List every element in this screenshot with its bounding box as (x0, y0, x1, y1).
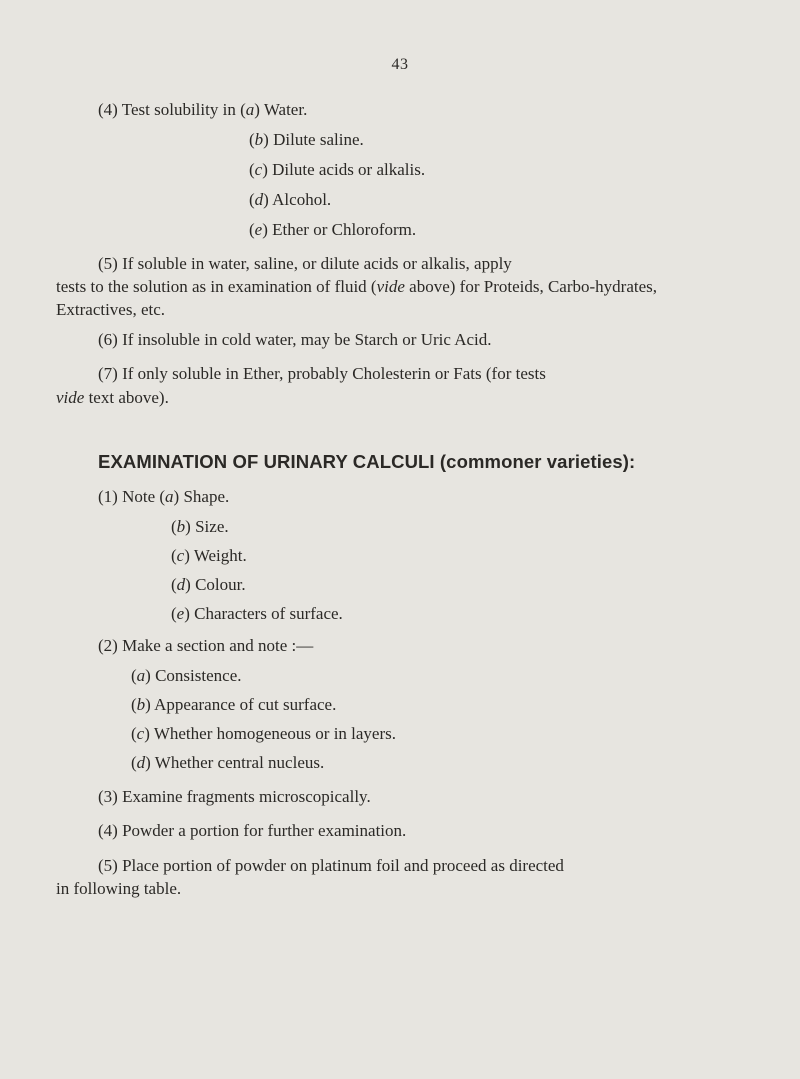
solubility-sub-item: (e) Ether or Chloroform. (249, 220, 417, 239)
sub-letter: d (136, 753, 146, 772)
sub-letter: c (254, 160, 263, 179)
sub-text: Weight. (193, 546, 247, 565)
solubility-item-5-cont (56, 275, 716, 321)
calculi-sub-item: (b) Appearance of cut surface. (131, 695, 337, 714)
calculi-sub-item: (c) Weight. (171, 546, 247, 565)
sub-letter: d (254, 190, 264, 209)
calculi-sub-item: (d) Colour. (171, 575, 246, 594)
vide-italic: vide (376, 277, 405, 296)
calculi-sub-item: (e) Characters of surface. (171, 604, 343, 623)
sub-text: Dilute acids or alkalis. (272, 160, 426, 179)
sub-letter: c (176, 546, 185, 565)
sub-text: Water. (263, 100, 308, 119)
solubility-sub-item: (b) Dilute saline. (249, 130, 364, 149)
calculi-item-2: (2) Make a section and note :— (98, 636, 314, 655)
sub-text: Dilute saline. (273, 130, 364, 149)
sub-text: Shape. (183, 487, 230, 506)
sub-letter: a (245, 100, 255, 119)
sub-text: Ether or Chloroform. (272, 220, 417, 239)
solubility-item-7: (7) If only soluble in Ether, probably Cholesterin or Fats (for tests (98, 364, 546, 383)
sub-letter: b (254, 130, 264, 149)
paragraph-lead: (5) If soluble in water, saline, or dilute acids or alkalis, apply (98, 254, 512, 273)
calculi-item-1-line: (1) Note (a) Shape. (98, 487, 230, 506)
sub-letter: e (176, 604, 185, 623)
sub-text: Size. (195, 517, 229, 536)
solubility-item-6: (6) If insoluble in cold water, may be Starch or Uric Acid. (98, 330, 492, 349)
solubility-item-4-line: (4) Test solubility in (a) Water. (98, 100, 308, 119)
calculi-sub-item: (b) Size. (171, 517, 229, 536)
solubility-item-7-cont (56, 388, 169, 408)
calculi-sub-item: (c) Whether homogeneous or in layers. (131, 724, 397, 743)
calculi-sub-item: (a) Consistence. (131, 666, 242, 685)
calculi-item-3: (3) Examine fragments microscopically. (98, 787, 371, 806)
sub-letter: c (136, 724, 145, 743)
solubility-sub-item: (d) Alcohol. (249, 190, 332, 209)
item-text: Test solubility in (121, 100, 236, 119)
sub-letter: e (254, 220, 263, 239)
sub-letter: a (136, 666, 146, 685)
solubility-sub-item: (c) Dilute acids or alkalis. (249, 160, 426, 179)
item-number: (4) (98, 100, 118, 119)
sub-letter: d (176, 575, 186, 594)
sub-letter: a (165, 487, 174, 506)
sub-text: Colour. (195, 575, 246, 594)
paragraph-text: above) for Proteids, Carbo-hydrates, Extractives, etc. (56, 277, 658, 319)
sub-letter: b (176, 517, 186, 536)
calculi-sub-item: (d) Whether central nucleus. (131, 753, 325, 772)
sub-text: Characters of surface. (194, 604, 343, 623)
item-text: Note (122, 487, 156, 506)
sub-letter: b (136, 695, 146, 714)
sub-text: Appearance of cut surface. (154, 695, 337, 714)
section-heading: EXAMINATION OF URINARY CALCULI (commoner varieties): (98, 451, 636, 472)
paragraph-text: tests to the solution as in examination of fluid ( (56, 277, 377, 296)
paragraph-text: text above). (84, 388, 169, 407)
vide-italic: vide (56, 388, 85, 407)
calculi-item-4: (4) Powder a portion for further examination. (98, 821, 407, 840)
solubility-item-5 (98, 252, 700, 275)
sub-text: Consistence. (155, 666, 242, 685)
calculi-item-5: (5) Place portion of powder on platinum foil and proceed as directed (98, 856, 564, 875)
calculi-item-5-cont: in following table. (56, 879, 182, 898)
item-number: (1) (98, 487, 118, 506)
sub-text: Whether homogeneous or in layers. (153, 724, 397, 743)
sub-text: Whether central nucleus. (154, 753, 325, 772)
sub-text: Alcohol. (272, 190, 332, 209)
page-number: 43 (391, 56, 409, 73)
